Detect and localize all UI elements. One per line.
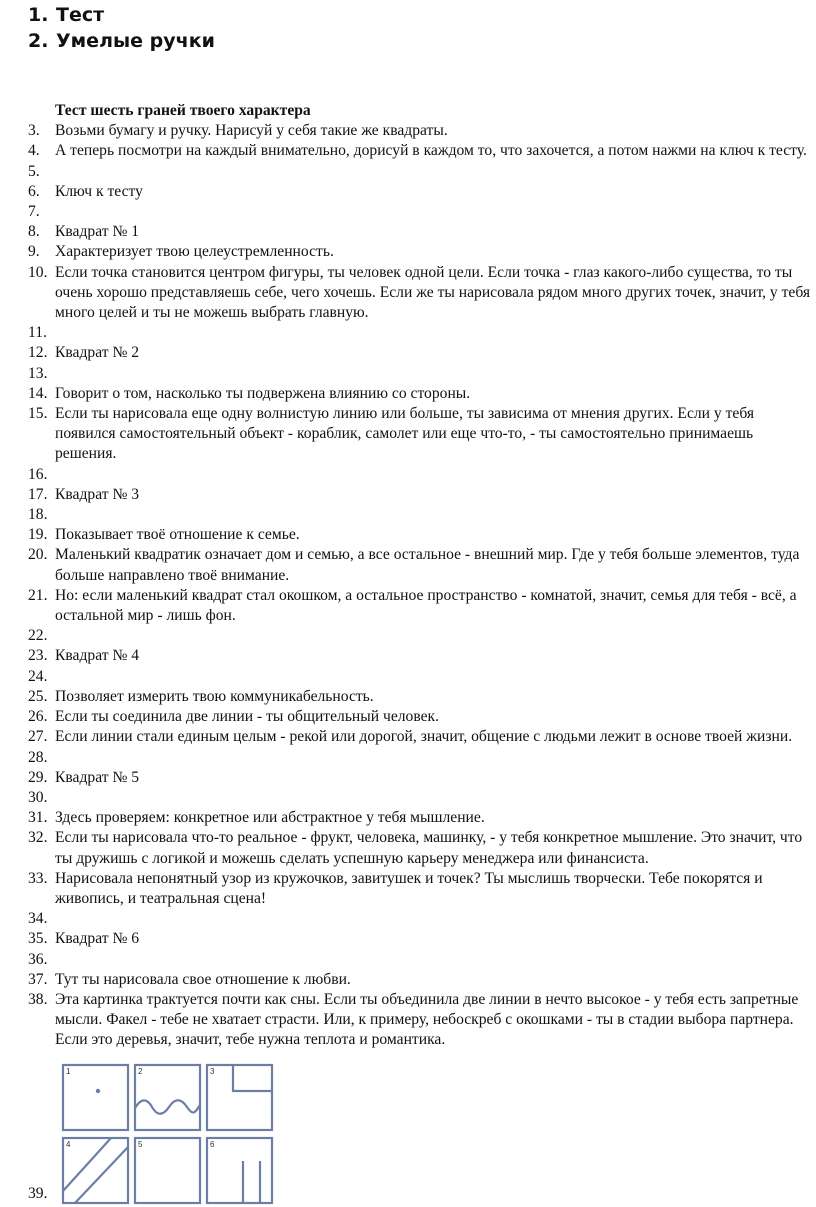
list-item (28, 929, 816, 949)
list-item (28, 323, 816, 343)
list-text: Здесь проверяем: конкретное или абстрактное у тебя мышление. (55, 809, 485, 827)
list-item (28, 343, 816, 363)
list-text (55, 909, 816, 929)
list-number: 38. (28, 990, 48, 1008)
list-text: Квадрат № 1 (55, 223, 140, 241)
square-1-label: 1 (66, 1067, 71, 1076)
list-item (28, 485, 816, 505)
list-text (55, 505, 816, 525)
list-text: Тут ты нарисовала свое отношение к любви. (55, 970, 351, 988)
list-number: 9. (28, 243, 40, 261)
list-item (28, 970, 816, 990)
square-2-label: 2 (138, 1067, 143, 1076)
list-text: Характеризует твою целеустремленность. (55, 243, 334, 261)
list-number: 4. (28, 142, 40, 160)
list-number: 36. (28, 950, 48, 968)
list-number: 27. (28, 728, 48, 746)
list-item (28, 364, 816, 384)
list-item (28, 788, 816, 808)
list-item (28, 950, 816, 970)
list-text: Если точка становится центром фигуры, ты человек одной цели. Если точка - глаз какого-либо существа, то ты очень хорошо представляешь себе, чего хочешь. Если же ты нарисовала рядом много других точек, значит, у тебя много целей и ты не можешь выбрать главную. (55, 263, 811, 322)
list-item (28, 667, 816, 687)
square-6-label: 6 (210, 1140, 215, 1149)
list-text (55, 748, 816, 768)
list-number-39: 39. (28, 1185, 48, 1202)
list-number: 6. (28, 182, 40, 200)
list-text (55, 162, 816, 182)
list-item (28, 869, 816, 909)
heading-number: 2. (28, 30, 49, 52)
list-text (55, 202, 816, 222)
list-item (28, 586, 816, 626)
list-item (28, 626, 816, 646)
list-item (28, 505, 816, 525)
square-3-label: 3 (210, 1067, 215, 1076)
square-4-line-b (75, 1147, 128, 1203)
list-text: Нарисовала непонятный узор из кружочков, завитушек и точек? Ты мыслишь творчески. Тебе покорятся и живопись, и театральная сцена! (55, 869, 763, 907)
list-number: 24. (28, 667, 48, 685)
square-2 (135, 1065, 200, 1130)
list-text: Позволяет измерить твою коммуникабельность. (55, 687, 374, 705)
list-number: 12. (28, 344, 48, 362)
list-text (55, 364, 816, 384)
list-number: 11. (28, 324, 47, 342)
list-text: Эта картинка трактуется почти как сны. Если ты объединила две линии в нечто высокое - у тебя есть запретные мысли. Факел - тебе не хватает страсти. Или, к примеру, небоскреб с окошками - ты в стадии выбора партнера. Если это деревья, значит, тебе нужна теплота и романтика. (55, 990, 799, 1049)
list-text (55, 667, 816, 687)
list-text (55, 465, 816, 485)
numbered-list (28, 121, 816, 1050)
list-number: 25. (28, 687, 48, 705)
square-1 (63, 1065, 128, 1130)
square-6 (207, 1138, 272, 1203)
list-text: Показывает твоё отношение к семье. (55, 526, 300, 544)
square-1-dot (96, 1089, 100, 1093)
list-number: 20. (28, 546, 48, 564)
list-item (28, 909, 816, 929)
list-item (28, 404, 816, 465)
square-3-corner (233, 1065, 272, 1091)
square-5 (135, 1138, 200, 1203)
list-text: Если ты нарисовала что-то реальное - фрукт, человека, машинку, - у тебя конкретное мышление. Это значит, что ты дружишь с логикой и можешь сделать успешную карьеру менеджера или финансиста. (55, 829, 803, 867)
list-number: 15. (28, 405, 48, 423)
square-3 (207, 1065, 272, 1130)
list-item (28, 465, 816, 485)
list-text (55, 626, 816, 646)
heading-number: 1. (28, 4, 49, 26)
list-number: 3. (28, 122, 40, 140)
list-number: 21. (28, 586, 48, 604)
list-item (28, 525, 816, 545)
list-text: Если линии стали единым целым - рекой или дорогой, значит, общение с людьми лежит в основе твоей жизни. (55, 728, 793, 746)
list-text: Говорит о том, насколько ты подвержена влиянию со стороны. (55, 384, 471, 402)
list-item (28, 707, 816, 727)
list-number: 28. (28, 748, 48, 766)
list-text (55, 788, 816, 808)
list-item (28, 768, 816, 788)
list-item (28, 242, 816, 262)
list-number: 7. (28, 203, 40, 221)
heading-text: Тест (56, 4, 105, 26)
list-item (28, 687, 816, 707)
list-text: Маленький квадратик означает дом и семью, а все остальное - внешний мир. Где у тебя больше элементов, туда больше направлено твоё внимание. (55, 546, 800, 584)
list-item (28, 222, 816, 242)
list-item (28, 141, 816, 161)
list-number: 30. (28, 788, 48, 806)
list-number: 37. (28, 970, 48, 988)
list-text (55, 950, 816, 970)
list-number: 23. (28, 647, 48, 665)
list-number: 26. (28, 708, 48, 726)
test-title: Тест шесть граней твоего характера (55, 102, 311, 119)
list-item (28, 384, 816, 404)
heading-text: Умелые ручки (56, 30, 215, 52)
list-text: Квадрат № 4 (55, 647, 140, 665)
list-item (28, 748, 816, 768)
square-2-wave (135, 1100, 200, 1114)
list-text (55, 323, 816, 343)
square-5-label: 5 (138, 1140, 143, 1149)
list-item (28, 202, 816, 222)
list-text: Квадрат № 3 (55, 485, 140, 503)
list-number: 8. (28, 223, 40, 241)
list-item (28, 182, 816, 202)
list-item (28, 545, 816, 585)
square-4-label: 4 (66, 1140, 71, 1149)
list-number: 34. (28, 910, 48, 928)
squares-figure (61, 1063, 275, 1206)
list-item (28, 646, 816, 666)
list-number: 16. (28, 465, 48, 483)
list-text: Квадрат № 6 (55, 930, 140, 948)
list-item (28, 990, 816, 1051)
list-item (28, 263, 816, 324)
list-text: Квадрат № 5 (55, 768, 140, 786)
list-text: Если ты нарисовала еще одну волнистую линию или больше, ты зависима от мнения других. Если у тебя появился самостоятельный объект - кораблик, самолет или еще что-то, - ты самостоятельно принимаешь решения. (55, 405, 755, 463)
list-item (28, 162, 816, 182)
list-number: 10. (28, 263, 48, 281)
list-number: 17. (28, 485, 48, 503)
list-number: 14. (28, 384, 48, 402)
list-number: 18. (28, 506, 48, 524)
list-item (28, 808, 816, 828)
list-number: 33. (28, 869, 48, 887)
list-text: Возьми бумагу и ручку. Нарисуй у себя такие же квадраты. (55, 122, 448, 140)
square-4 (63, 1138, 128, 1203)
list-text: Но: если маленький квадрат стал окошком, а остальное пространство - комнатой, значит, семья для тебя - всё, а остальной мир - лишь фон. (55, 586, 797, 625)
squares-group (63, 1065, 272, 1203)
list-text: Ключ к тесту (55, 182, 143, 200)
list-item (28, 828, 816, 868)
list-number: 32. (28, 829, 48, 847)
list-text: Если ты соединила две линии - ты общительный человек. (55, 708, 440, 726)
list-number: 13. (28, 364, 48, 382)
list-number: 35. (28, 930, 48, 948)
list-number: 31. (28, 809, 48, 827)
list-number: 22. (28, 627, 48, 645)
document-body (28, 101, 816, 1051)
list-item (28, 727, 816, 747)
list-number: 19. (28, 526, 48, 544)
list-item (28, 121, 816, 141)
list-number: 5. (28, 162, 40, 180)
list-text: Квадрат № 2 (55, 344, 140, 362)
list-text: А теперь посмотри на каждый внимательно, дорисуй в каждом то, что захочется, а потом нажми на ключ к тесту. (55, 142, 807, 160)
list-number: 29. (28, 768, 48, 786)
